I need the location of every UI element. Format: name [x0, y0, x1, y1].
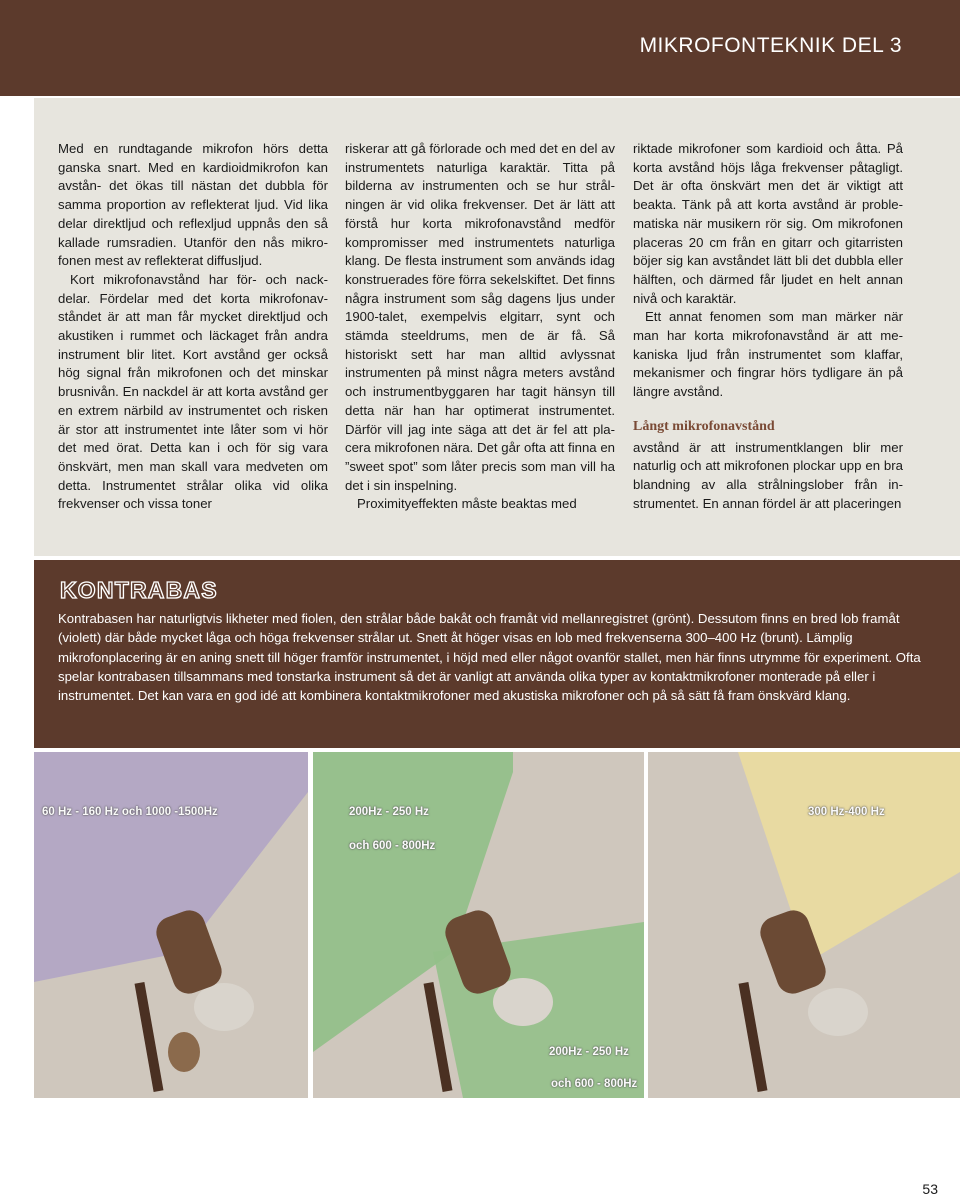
frequency-label: 60 Hz - 160 Hz och 1000 -1500Hz [42, 806, 218, 818]
section-title: MIKROFONTEKNIK DEL 3 [639, 34, 902, 57]
photo-illustration [34, 752, 308, 1098]
paragraph: riskerar att gå förlorade och med det en del av instrumentets naturliga karaktär. Titta på bilderna av instrumenten och se hur strål- ningen är vid olika frekvenser. Det är lätt att förstå hur korta mikrofonavstånd medför kompromisser med instrumentets naturliga klang. De flesta instrument som används idag konstruerades före förra sekelskiftet. Det finns några instrument som såg dagens ljus under 1900-talet, exempelvis elgitarr, synt och stämda steeldrums, men de är få. Så historiskt sett har man alltid avlyssnat instrumenten på minst några meters avstånd och instrumentbyggaren har tagit hänsyn till detta när han har optimerat instrumentet. Därför vill jag inte säga att det är fel att pla- cera mikrofonen nära. Det går ofta att finna en ”sweet spot” som låter precis som man vill ha det i sin inspelning. [345, 141, 615, 493]
frequency-label: och 600 - 800Hz [551, 1078, 638, 1090]
photo-yellow-lobe [648, 752, 960, 1098]
text-column-3 [633, 140, 903, 513]
frequency-label: 300 Hz-400 Hz [808, 806, 885, 818]
kontrabas-body-text: Kontrabasen har naturligtvis likheter med fiolen, den strålar både bakåt och framåt vid mellanregistret (grönt). Dessutom finns en bred lob framåt (violett) där både mycket låga och höga frekvenser strålar ut. Snett åt höger visas en lob med frekvenserna 300–400 Hz (brunt). Lämplig mikrofonplacering är en aning snett till höger framför instrumentet, i höjd med eller något ovanför stallet, men här finns utrymme för experiment. Ofta spelar kontrabasen tillsammans med tonstarka instrument så det är vanligt att använda olika typer av kontaktmikrofoner monterade på eller i instrumentet. Det kan vara en god idé att kombinera kontaktmikrofoner med akustiska mikrofoner och på så sätt få fram önskvärd klang. [58, 611, 921, 704]
frequency-label: och 600 - 800Hz [349, 840, 436, 852]
paragraph: riktade mikrofoner som kardioid och åtta. På korta avstånd höjs låga frekvenser påtagligt. Det är ofta önskvärt men det är viktigt att beakta. Tänk på att korta avstånd är proble- matiska när musikern rör sig. Om mikrofonen placeras 20 cm från en gitarr och gitarristen böjer sig kan avståndet lätt bli det dubbla eller hälften, och därmed får ljudet en helt annan nivå och karaktär. [633, 141, 903, 306]
paragraph: Ett annat fenomen som man märker när man har korta mikrofonavstånd är att me- kaniska ljud från instrumentet som klaffar, mekanismer och fingrar hörs tydligare än på längre avstånd. [633, 309, 903, 400]
photo-violet-lobe [34, 752, 308, 1098]
kontrabas-heading: KONTRABAS [60, 577, 218, 603]
photo-illustration [648, 752, 960, 1098]
paragraph: Proximityeffekten måste beaktas med [357, 496, 577, 512]
frequency-label: 200Hz - 250 Hz [549, 1046, 629, 1058]
paragraph: Med en rundtagande mikrofon hörs detta ganska snart. Med en kardioidmikrofon kan avstån- det ökas till nästan det dubbla för samma proportion av reflekterat ljud. Vid lika delar direktljud och reflexljud uppnås den så kallade rumsradien. Utanför den nås mikro- fonen mest av reflekterat diffusljud. [58, 141, 328, 269]
text-column-1 [58, 140, 328, 514]
page-number: 53 [922, 1181, 938, 1197]
paragraph: avstånd är att instrumentklangen blir mer naturlig och att mikrofonen plockar upp en bra blandning av alla strålningslober från in- strumentet. En annan fördel är att placeringen [633, 439, 903, 511]
subheading: Långt mikrofonavstånd [633, 418, 775, 434]
header-band [0, 0, 960, 96]
photo-green-lobe [313, 752, 644, 1098]
paragraph: Kort mikrofonavstånd har för- och nack- delar. Fördelar med det korta mikrofonav- ståndet är att man får mycket direktljud och akustiken i rummet och läckaget från andra instrument blir litet. Kort avstånd ger också hög signal från mikrofonen och det minskar brusnivån. En nackdel är att korta avstånd ger en extrem närbild av instrumentet och risken är stor att instrumentet inte låter som vi hör det med örat. Detta kan i och för sig vara önskvärt, men man skall vara medveten om detta. Instrumentet strålar olika vid olika frekvenser och vissa toner [58, 271, 328, 512]
text-column-2 [345, 140, 615, 514]
frequency-label: 200Hz - 250 Hz [349, 806, 429, 818]
